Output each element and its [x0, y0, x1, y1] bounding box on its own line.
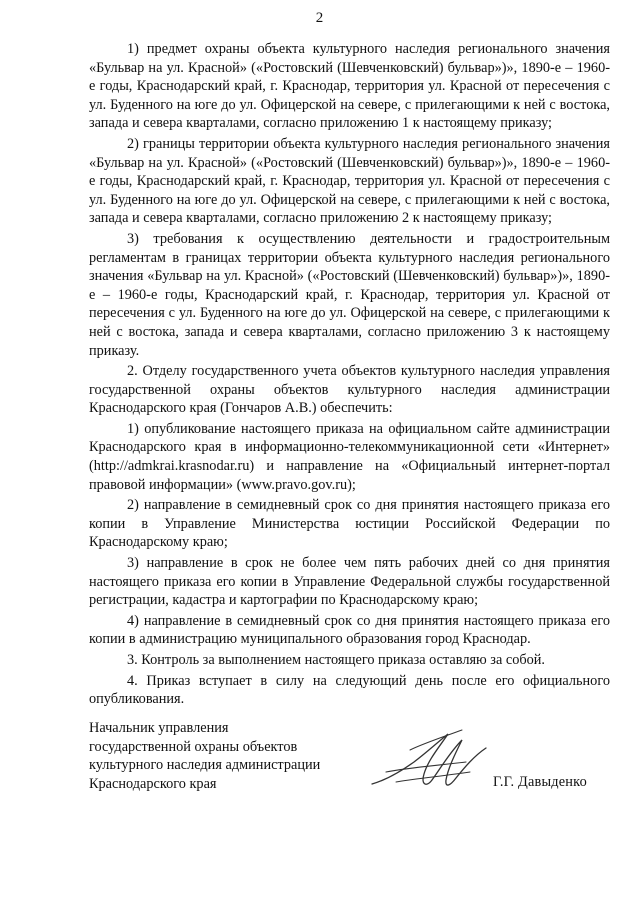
paragraph-section-4: 4. Приказ вступает в силу на следующий день после его официального опубликования. [89, 672, 610, 708]
paragraph-item-2: 2) границы территории объекта культурного наследия регионального значения «Бульвар на ул. Красной» («Ростовский (Шевченковский) бульвар»)», 1890-е – 1960-е годы, Краснодарский край, г. Краснодар, территория ул. Красной от пересечения с ул. Буденного на юге до ул. Офицерской на севере, с прилегающими к ней с востока, запада и севера кварталами, согласно приложению 2 к настоящему приказу; [89, 135, 610, 227]
signatory-title [89, 719, 389, 793]
paragraph-item-1: 1) предмет охраны объекта культурного наследия регионального значения «Бульвар на ул. Красной» («Ростовский (Шевченковский) бульвар»)», 1890-е – 1960-е годы, Краснодарский край, г. Краснодар, территория ул. Красной от пересечения с ул. Буденного на юге до ул. Офицерской на севере, с прилегающими к ней с востока, запада и севера кварталами, согласно приложению 1 к настоящему приказу; [89, 41, 610, 132]
paragraph-subitem-4: 4) направление в семидневный срок со дня принятия настоящего приказа его копии в администрацию муниципального образования город Краснодар. [89, 612, 610, 648]
signatory-title-line: Краснодарского края [89, 775, 217, 792]
signatory-title-line: культурного наследия администрации [89, 757, 321, 774]
paragraph-subitem-2: 2) направление в семидневный срок со дня принятия настоящего приказа его копии в Управление Министерства юстиции Российской Федерации по Краснодарскому краю; [89, 497, 610, 551]
paragraph-section-3: 3. Контроль за выполнением настоящего приказа оставляю за собой. [127, 652, 546, 668]
signatory-title-line: Начальник управления [89, 720, 229, 736]
paragraph-subitem-1: 1) опубликование настоящего приказа на официальном сайте администрации Краснодарского края в информационно-телекоммуникационной сети «Интернет» (http://admkrai.krasnodar.ru) и направление на «Официальный интернет-портал правовой информации» (www.pravo.gov.ru); [89, 420, 610, 493]
page-number: 2 [315, 10, 324, 26]
signatory-title-line: государственной охраны объектов [89, 738, 298, 755]
paragraph-section-2: 2. Отделу государственного учета объектов культурного наследия управления государственной охраны объектов культурного наследия администрации Краснодарского края (Гончаров А.В.) обеспечить: [89, 363, 610, 417]
signatory-name: Г.Г. Давыденко [493, 774, 587, 790]
document-body [89, 40, 610, 711]
paragraph-subitem-3: 3) направление в срок не более чем пять рабочих дней со дня принятия настоящего приказа его копии в Управление Федеральной службы государственной регистрации, кадастра и картографии по Краснодарскому краю; [89, 555, 610, 609]
handwritten-signature [366, 722, 492, 800]
paragraph-item-3: 3) требования к осуществлению деятельности и градостроительным регламентам в границах территории объекта культурного наследия регионального значения «Бульвар на ул. Красной» («Ростовский (Шевченковский) бульвар»)», 1890-е – 1960-е годы, Краснодарский край, г. Краснодар, территория ул. Красной от пересечения с ул. Буденного на юге до ул. Офицерской на севере, с прилегающими к ней с востока, запада и севера кварталами, согласно приложению 3 к настоящему приказу. [89, 230, 610, 359]
